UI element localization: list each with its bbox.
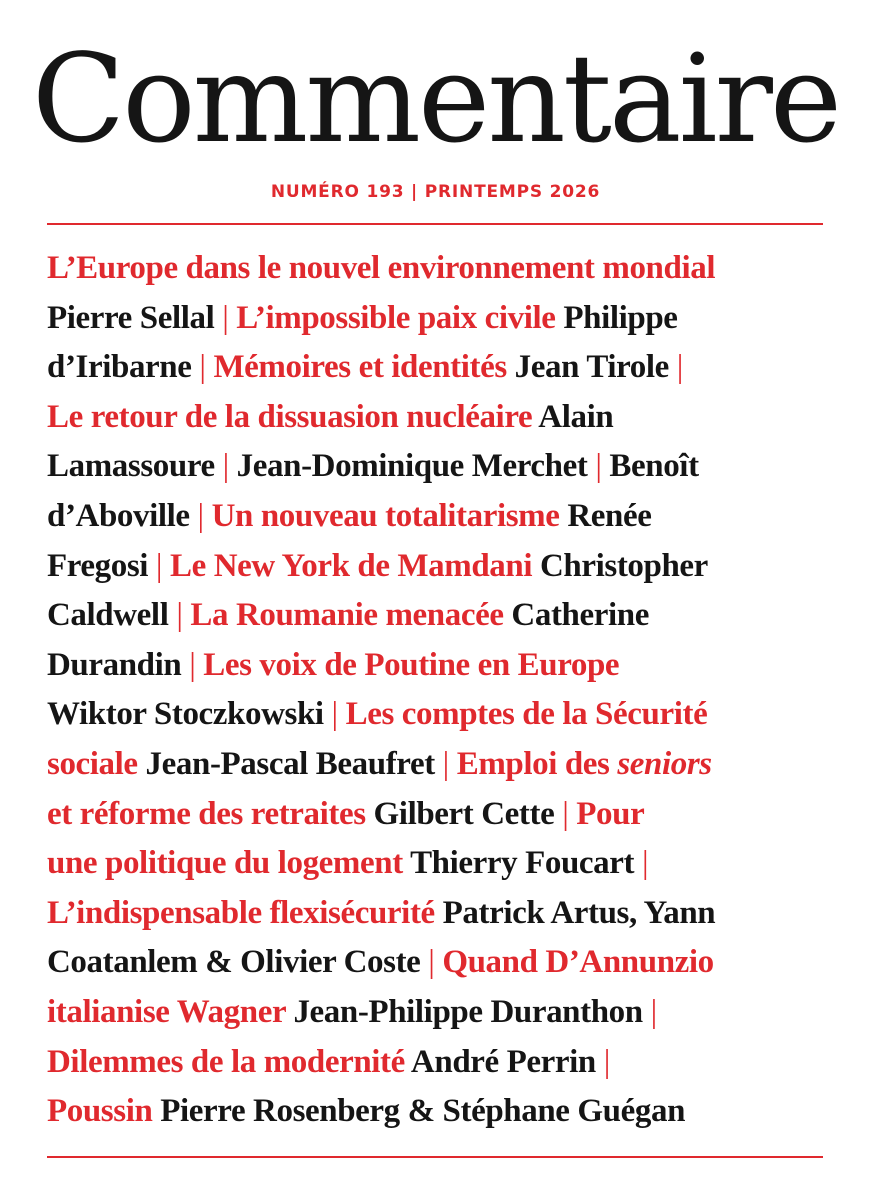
article-title: Mémoires et identités: [213, 349, 507, 386]
contents-line: [47, 591, 837, 641]
article-title: L’indispensable flexisécurité: [47, 894, 435, 931]
top-divider: [47, 223, 823, 225]
article-title: sociale: [47, 745, 138, 782]
separator: |: [148, 547, 170, 584]
article-title: Les voix de Poutine en Europe: [203, 646, 620, 683]
separator: |: [587, 448, 610, 485]
separator: |: [323, 696, 346, 733]
author-name: Coatanlem & Olivier Coste: [47, 944, 421, 981]
separator: |: [595, 1043, 610, 1080]
separator: |: [554, 795, 577, 832]
article-title: Le retour de la dissuasion nucléaire: [47, 398, 533, 435]
contents-line: [47, 442, 837, 492]
separator: |: [434, 745, 457, 782]
contents-line: [47, 740, 837, 790]
separator: |: [420, 944, 443, 981]
contents-line: [47, 988, 837, 1038]
separator: |: [642, 993, 657, 1030]
article-title: et réforme des retraites: [47, 795, 366, 832]
contents-line: [47, 839, 837, 889]
author-name: Jean-Philippe Duranthon: [285, 993, 643, 1030]
masthead-title: Commentaire: [31, 28, 840, 170]
separator: |: [191, 349, 214, 386]
contents-line: [47, 1087, 837, 1137]
author-name: Fregosi: [47, 547, 149, 584]
article-title: Pour: [576, 795, 645, 832]
article-title: Le New York de Mamdani: [170, 547, 533, 584]
separator: |: [168, 597, 191, 634]
author-name: Alain: [532, 398, 614, 435]
article-title: Les comptes de la Sécurité: [345, 696, 708, 733]
author-name: Renée: [559, 497, 652, 534]
contents-line: [47, 343, 837, 393]
separator: |: [189, 497, 212, 534]
author-name: Catherine: [503, 597, 649, 634]
contents-line: [47, 244, 837, 294]
contents-line: [47, 1038, 837, 1088]
article-title: L’impossible paix civile: [236, 299, 556, 336]
article-title: La Roumanie menacée: [190, 597, 504, 634]
author-name: Thierry Foucart: [402, 845, 635, 882]
article-title: Poussin: [47, 1093, 153, 1130]
author-name: Jean Tirole: [506, 349, 669, 386]
author-name: Pierre Sellal: [47, 299, 215, 336]
article-title-italic: seniors: [617, 745, 712, 782]
separator: |: [214, 448, 237, 485]
author-name: Jean-Dominique Merchet: [236, 448, 588, 485]
author-name: Pierre Rosenberg & Stéphane Guégan: [152, 1093, 686, 1130]
article-title: Un nouveau totalitarisme: [211, 497, 560, 534]
separator: |: [634, 845, 649, 882]
contents-line: [47, 294, 837, 344]
contents-line: [47, 889, 837, 939]
author-name: Wiktor Stoczkowski: [47, 696, 324, 733]
contents-line: [47, 393, 837, 443]
author-name: Durandin: [47, 646, 182, 683]
contents-line: [47, 790, 837, 840]
author-name: André Perrin: [404, 1043, 596, 1080]
contents-line: [47, 542, 837, 592]
author-name: Caldwell: [47, 597, 169, 634]
contents-line: [47, 938, 837, 988]
contents-line: [47, 641, 837, 691]
contents-line: [47, 690, 837, 740]
article-title: Emploi des: [456, 745, 618, 782]
separator: |: [214, 299, 237, 336]
article-title: Quand D’Annunzio: [442, 944, 714, 981]
bottom-divider: [47, 1156, 823, 1158]
article-title: une politique du logement: [47, 845, 403, 882]
separator: |: [668, 349, 683, 386]
author-name: Gilbert Cette: [365, 795, 555, 832]
author-name: Christopher: [532, 547, 708, 584]
separator: |: [181, 646, 204, 683]
article-title: Dilemmes de la modernité: [47, 1043, 405, 1080]
article-title: italianise Wagner: [47, 993, 286, 1030]
issue-line: NUMÉRO 193 | PRINTEMPS 2026: [270, 182, 601, 202]
contents-line: [47, 492, 837, 542]
author-name: d’Aboville: [47, 497, 190, 534]
table-of-contents: [47, 244, 837, 1137]
author-name: d’Iribarne: [47, 349, 192, 386]
author-name: Benoît: [609, 448, 699, 485]
author-name: Philippe: [555, 299, 678, 336]
author-name: Lamassoure: [47, 448, 215, 485]
article-title: L’Europe dans le nouvel environnement mondial: [47, 250, 716, 286]
author-name: Patrick Artus, Yann: [434, 894, 716, 931]
author-name: Jean-Pascal Beaufret: [137, 745, 435, 782]
